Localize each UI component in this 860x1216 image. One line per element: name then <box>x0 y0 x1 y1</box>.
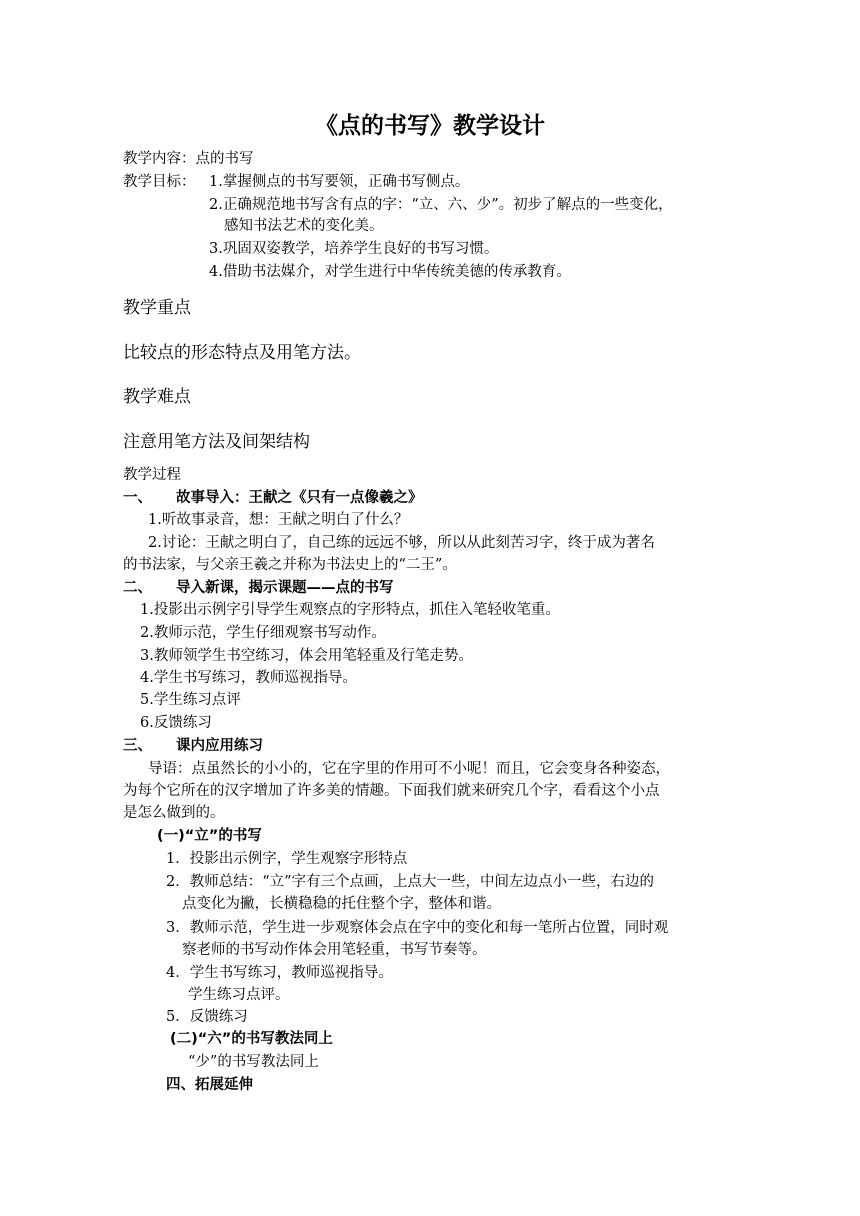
section-2-item: 1.投影出示例字引导学生观察点的字形特点，抓住入笔轻收笔重。 <box>140 602 560 618</box>
section-2-title: 导入新课，揭示课题——点的书写 <box>176 580 394 596</box>
objective-item-continued: 感知书法艺术的变化美。 <box>224 218 384 234</box>
difficulty-heading: 教学难点 <box>123 387 191 407</box>
section-3-intro: 是怎么做到的。 <box>123 805 225 821</box>
section-3-intro: 导语：点虽然长的小小的，它在字里的作用可不小呢！而且，它会变身各种姿态， <box>148 761 670 777</box>
subsection-1-item: 1．投影出示例字，学生观察字形特点 <box>166 851 408 867</box>
teaching-content: 教学内容：点的书写 <box>123 151 254 167</box>
objectives-label: 教学目标： <box>123 174 196 190</box>
key-point-heading: 教学重点 <box>123 298 191 318</box>
key-point-text: 比较点的形态特点及用笔方法。 <box>123 343 361 363</box>
section-4-title: 四、拓展延伸 <box>166 1077 253 1093</box>
subsection-1-item: 5．反馈练习 <box>166 1009 248 1025</box>
section-2-item: 5.学生练习点评 <box>140 692 241 708</box>
section-3-number: 三、 <box>123 738 152 754</box>
section-2-number: 二、 <box>123 580 152 596</box>
subsection-1-note: 学生练习点评。 <box>188 987 290 1003</box>
page-title: 《点的书写》教学设计 <box>315 112 545 139</box>
subsection-1-item: 2．教师总结：“立”字有三个点画，上点大一些，中间左边点小一些，右边的 <box>166 874 655 890</box>
subsection-1-item: 3．教师示范，学生进一步观察体会点在字中的变化和每一笔所占位置，同时观 <box>166 920 669 936</box>
section-3-title: 课内应用练习 <box>176 738 263 754</box>
objective-item: 2.正确规范地书写含有点的字：“立、六、少”。初步了解点的一些变化， <box>209 197 673 213</box>
subsection-1-item-continued: 察老师的书写动作体会用笔轻重，书写节奏等。 <box>182 942 487 958</box>
section-2-item: 3.教师领学生书空练习，体会用笔轻重及行笔走势。 <box>140 648 473 664</box>
difficulty-text: 注意用笔方法及间架结构 <box>123 432 310 452</box>
section-2-item: 2.教师示范，学生仔细观察书写动作。 <box>140 625 386 641</box>
section-2-item: 6.反馈练习 <box>140 715 212 731</box>
section-1-line: 的书法家，与父亲王羲之并称为书法史上的“二王”。 <box>123 557 457 573</box>
section-1-number: 一、 <box>123 490 152 506</box>
objective-item: 3.巩固双姿教学，培养学生良好的书写习惯。 <box>209 241 499 257</box>
section-1-line: 2.讨论：王献之明白了，自己练的远远不够，所以从此刻苦习字，终于成为著名 <box>148 535 655 551</box>
subsection-1-item-continued: 点变化为撇，长横稳稳的托住整个字，整体和谐。 <box>182 896 501 912</box>
subsection-1-item: 4．学生书写练习，教师巡视指导。 <box>166 965 393 981</box>
subsection-1-title: (一)“立”的书写 <box>157 828 262 844</box>
objective-item: 1.掌握侧点的书写要领，正确书写侧点。 <box>209 174 470 190</box>
section-1-title: 故事导入：王献之《只有一点像羲之》 <box>176 490 423 506</box>
section-2-item: 4.学生书写练习，教师巡视指导。 <box>140 670 357 686</box>
subsection-2-title: (二)“六”的书写教法同上 <box>170 1031 333 1047</box>
objective-item: 4.借助书法媒介，对学生进行中华传统美德的传承教育。 <box>209 264 571 280</box>
process-heading: 教学过程 <box>123 467 181 483</box>
section-1-line: 1.听故事录音，想：王献之明白了什么？ <box>148 512 409 528</box>
subsection-3-text: “少”的书写教法同上 <box>188 1054 319 1070</box>
section-3-intro: 为每个它所在的汉字增加了许多美的情趣。下面我们就来研究几个字，看看这个小点 <box>123 783 660 799</box>
